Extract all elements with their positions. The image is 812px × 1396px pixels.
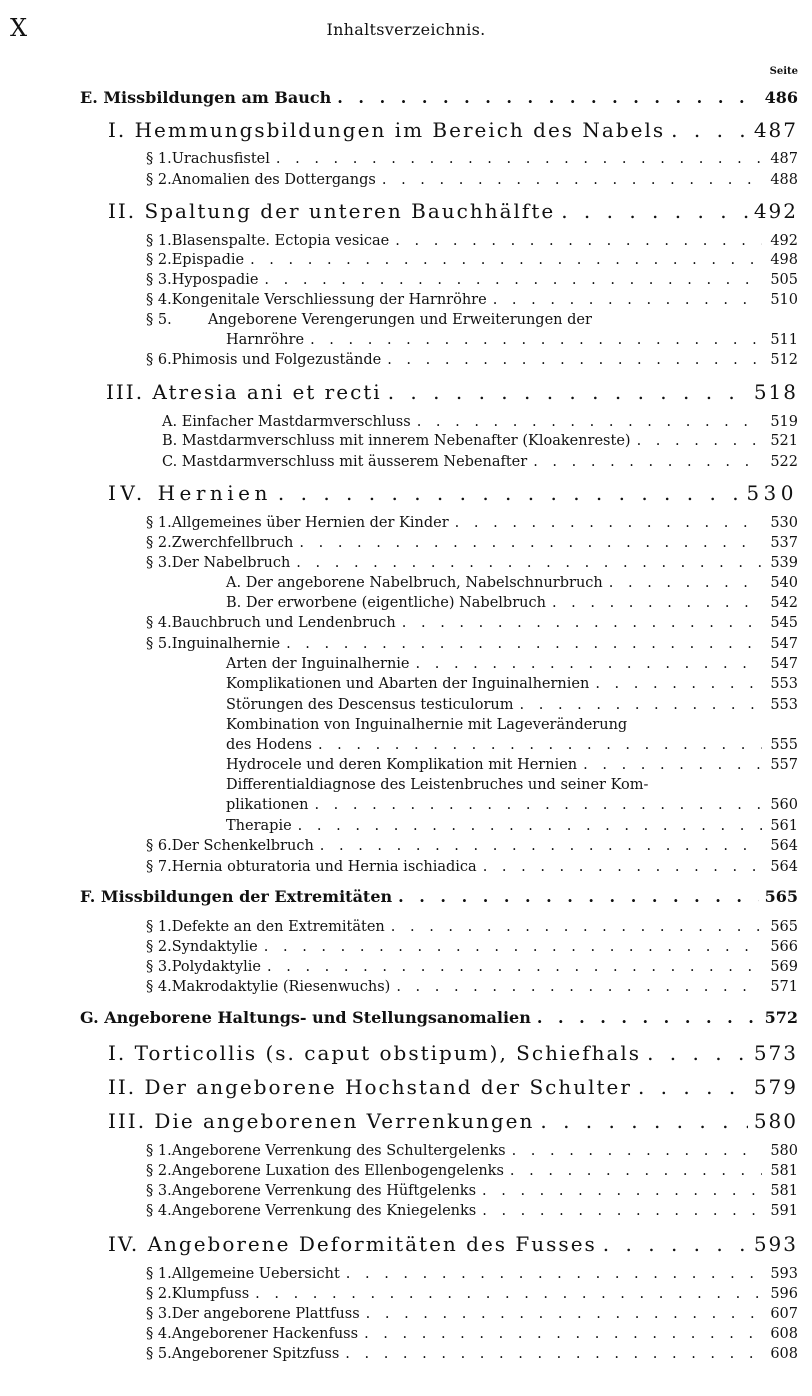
entry-title: G. Angeborene Haltungs- und Stellungsanomalien: [80, 1008, 531, 1027]
page-ref: 560: [770, 797, 798, 813]
page-ref: 553: [770, 697, 798, 713]
dot-leader: [417, 414, 762, 430]
page-ref: 512: [770, 352, 798, 368]
dot-leader: [603, 1232, 748, 1256]
dot-leader: [314, 797, 762, 813]
entry-title: Klumpfuss: [171, 1286, 250, 1302]
entry-title: Urachusfistel: [171, 151, 270, 167]
entry-title: Differentialdiagnose des Leistenbruches und seiner Kom-: [226, 777, 649, 793]
dot-leader: [310, 332, 762, 348]
page-ref: 608: [770, 1346, 798, 1362]
entry-title: Allgemeine Uebersicht: [171, 1266, 340, 1282]
toc-entry: [108, 1109, 798, 1133]
page-ref: 596: [770, 1286, 798, 1302]
paragraph-number: § 1.: [146, 1143, 172, 1159]
toc-entry: [146, 1286, 798, 1302]
toc-entry: [226, 777, 798, 793]
entry-title: A. Der angeborene Nabelbruch, Nabelschnurbruch: [226, 575, 603, 591]
dot-leader: [533, 454, 762, 470]
page-ref: 492: [770, 233, 798, 249]
dot-leader: [286, 636, 762, 652]
page-ref: 530: [770, 515, 798, 531]
page-ref: 522: [770, 454, 798, 470]
paragraph-number: § 5.: [146, 312, 172, 328]
page-ref: 572: [764, 1008, 798, 1027]
running-title: Inhaltsverzeichnis.: [326, 20, 486, 39]
dot-leader: [255, 1286, 762, 1302]
page-ref: 580: [753, 1109, 798, 1133]
toc-entry: [146, 959, 798, 975]
page-ref: 492: [753, 199, 798, 223]
toc-entry: [108, 1232, 798, 1256]
paragraph-number: § 4.: [146, 615, 172, 631]
toc-entry: [80, 88, 798, 107]
page-ref: 580: [770, 1143, 798, 1159]
dot-leader: [366, 1306, 762, 1322]
entry-title: Angeborene Luxation des Ellenbogengelenks: [171, 1163, 504, 1179]
dot-leader: [537, 1008, 759, 1027]
paragraph-number: § 4.: [146, 292, 172, 308]
page-ref: 545: [770, 615, 798, 631]
paragraph-number: § 6.: [146, 838, 172, 854]
dot-leader: [276, 151, 762, 167]
toc-entry: [146, 1346, 798, 1362]
entry-title: Der Nabelbruch: [171, 555, 291, 571]
toc-entry: [108, 1075, 798, 1099]
page-ref: 579: [753, 1075, 798, 1099]
entry-title: Arten der Inguinalhernie: [226, 656, 410, 672]
entry-title: Syndaktylie: [171, 939, 258, 955]
page-ref: 564: [770, 838, 798, 854]
page-ref: 547: [770, 636, 798, 652]
paragraph-number: § 7.: [146, 859, 172, 875]
entry-title: III. Die angeborenen Verrenkungen: [108, 1109, 535, 1133]
toc-entry: [226, 697, 798, 713]
entry-title: A. Einfacher Mastdarmverschluss: [162, 414, 411, 430]
dot-leader: [512, 1143, 762, 1159]
paragraph-number: § 2.: [146, 1286, 172, 1302]
toc-entry: [146, 515, 798, 531]
entry-title: Angeborener Spitzfuss: [171, 1346, 340, 1362]
page-ref: 573: [753, 1041, 798, 1065]
page-ref: 518: [753, 380, 798, 404]
toc-entry: [108, 1041, 798, 1065]
page-ref: 487: [753, 118, 798, 142]
paragraph-number: § 2.: [146, 939, 172, 955]
toc-entry: [146, 1163, 798, 1179]
toc-entry: [226, 595, 798, 611]
dot-leader: [267, 959, 762, 975]
toc-entry-continuation: [226, 797, 798, 813]
toc-entry: [80, 1008, 798, 1027]
dot-leader: [482, 1203, 762, 1219]
entry-title: Angeborener Hackenfuss: [171, 1326, 359, 1342]
toc-entry: [146, 233, 798, 249]
entry-title: Störungen des Descensus testiculorum: [226, 697, 514, 713]
dot-leader: [482, 1183, 762, 1199]
page-ref: 581: [770, 1163, 798, 1179]
entry-title: I. Hemmungsbildungen im Bereich des Nabels: [108, 118, 666, 142]
paragraph-number: § 3.: [146, 1306, 172, 1322]
toc-entry: [146, 535, 798, 551]
dot-leader: [540, 1109, 747, 1133]
entry-title: Hypospadie: [171, 272, 259, 288]
page-ref: 547: [770, 656, 798, 672]
dot-leader: [387, 352, 762, 368]
dot-leader: [595, 676, 762, 692]
toc-entry: [146, 919, 798, 935]
paragraph-number: § 3.: [146, 555, 172, 571]
toc-entry: [108, 199, 798, 223]
dot-leader: [671, 118, 748, 142]
toc-entry: [146, 352, 798, 368]
entry-title: Der Schenkelbruch: [171, 838, 314, 854]
page-ref: 498: [770, 252, 798, 268]
page-ref: 561: [770, 818, 798, 834]
entry-title: Kombination von Inguinalhernie mit Lageveränderung: [226, 717, 628, 733]
entry-title: Epispadie: [171, 252, 245, 268]
dot-leader: [388, 380, 748, 404]
toc-entry: [146, 555, 798, 571]
dot-leader: [609, 575, 762, 591]
dot-leader: [395, 233, 762, 249]
toc-entry: [146, 172, 798, 188]
page-ref: 607: [770, 1306, 798, 1322]
page-number: X: [10, 14, 28, 42]
page-ref: 564: [770, 859, 798, 875]
paragraph-number: § 1.: [146, 919, 172, 935]
paragraph-number: § 2.: [146, 172, 172, 188]
entry-title: IV. Angeborene Deformitäten des Fusses: [108, 1232, 597, 1256]
page-ref: 569: [770, 959, 798, 975]
toc-entry: [146, 859, 798, 875]
dot-leader: [398, 887, 758, 906]
page-ref: 566: [770, 939, 798, 955]
entry-title: Hernia obturatoria und Hernia ischiadica: [171, 859, 477, 875]
entry-title: Allgemeines über Hernien der Kinder: [171, 515, 449, 531]
paragraph-number: § 6.: [146, 352, 172, 368]
toc-entry: [146, 1203, 798, 1219]
toc-entry: [146, 1183, 798, 1199]
dot-leader: [583, 757, 762, 773]
dot-leader: [296, 555, 762, 571]
page-ref: 505: [770, 272, 798, 288]
dot-leader: [493, 292, 762, 308]
toc-entry: [80, 887, 798, 906]
paragraph-number: § 1.: [146, 233, 172, 249]
seite-label: Seite: [769, 66, 798, 77]
toc-entry: [146, 312, 798, 328]
toc-entry: [146, 636, 798, 652]
entry-title-continued: des Hodens: [226, 737, 312, 753]
dot-leader: [552, 595, 762, 611]
entry-title: Blasenspalte. Ectopia vesicae: [171, 233, 390, 249]
toc-entry: [226, 575, 798, 591]
dot-leader: [396, 979, 762, 995]
dot-leader: [346, 1266, 762, 1282]
entry-title: II. Spaltung der unteren Bauchhälfte: [108, 199, 556, 223]
page-ref: 555: [770, 737, 798, 753]
page-ref: 542: [770, 595, 798, 611]
page-ref: 565: [764, 887, 798, 906]
page-ref: 521: [770, 433, 798, 449]
entry-title: II. Der angeborene Hochstand der Schulter: [108, 1075, 632, 1099]
page-ref: 537: [770, 535, 798, 551]
dot-leader: [298, 818, 762, 834]
toc-entry: [108, 481, 798, 505]
dot-leader: [264, 939, 762, 955]
entry-title: III. Atresia ani et recti: [106, 380, 382, 404]
paragraph-number: § 4.: [146, 1203, 172, 1219]
toc-entry: [146, 272, 798, 288]
entry-title: Angeborene Verrenkung des Schultergelenks: [171, 1143, 506, 1159]
page-ref: 488: [770, 172, 798, 188]
dot-leader: [483, 859, 762, 875]
paragraph-number: § 2.: [146, 252, 172, 268]
entry-title: I. Torticollis (s. caput obstipum), Schiefhals: [108, 1041, 642, 1065]
dot-leader: [638, 1075, 748, 1099]
dot-leader: [402, 615, 762, 631]
toc-entry: [146, 979, 798, 995]
dot-leader: [510, 1163, 762, 1179]
entry-title-continued: Harnröhre: [226, 332, 305, 348]
dot-leader: [264, 272, 762, 288]
entry-title: Zwerchfellbruch: [171, 535, 294, 551]
toc-entry: [108, 118, 798, 142]
toc-entry: [162, 433, 798, 449]
paragraph-number: § 2.: [146, 535, 172, 551]
entry-title: IV. Hernien: [108, 481, 272, 505]
page-ref: 511: [770, 332, 798, 348]
entry-title: Kongenitale Verschliessung der Harnröhre: [171, 292, 487, 308]
toc-entry-continuation: [226, 332, 798, 348]
entry-title: Therapie: [226, 818, 292, 834]
page-ref: 608: [770, 1326, 798, 1342]
entry-title: Angeborene Verrenkung des Hüftgelenks: [171, 1183, 477, 1199]
page-ref: 530: [746, 481, 798, 505]
page-ref: 540: [770, 575, 798, 591]
dot-leader: [520, 697, 762, 713]
entry-title: Angeborene Verengerungen und Erweiterungen der: [208, 312, 592, 328]
paragraph-number: § 1.: [146, 151, 172, 167]
toc-entry: [226, 757, 798, 773]
entry-title: Phimosis und Folgezustände: [171, 352, 382, 368]
toc-entry: [146, 151, 798, 167]
page-ref: 581: [770, 1183, 798, 1199]
entry-title: Defekte an den Extremitäten: [171, 919, 385, 935]
entry-title: Angeborene Verrenkung des Kniegelenks: [171, 1203, 477, 1219]
toc-entry: [226, 717, 798, 733]
page-ref: 557: [770, 757, 798, 773]
entry-title-continued: plikationen: [226, 797, 309, 813]
entry-title: Hydrocele und deren Komplikation mit Hernien: [226, 757, 578, 773]
page-ref: 565: [770, 919, 798, 935]
toc-entry: [146, 1266, 798, 1282]
toc-entry: [226, 818, 798, 834]
page-ref: 553: [770, 676, 798, 692]
paragraph-number: § 2.: [146, 1163, 172, 1179]
page-ref: 571: [770, 979, 798, 995]
dot-leader: [561, 199, 748, 223]
dot-leader: [391, 919, 762, 935]
toc-entry: [146, 1143, 798, 1159]
toc-entry: [146, 615, 798, 631]
entry-title: B. Der erworbene (eigentliche) Nabelbruch: [226, 595, 546, 611]
dot-leader: [364, 1326, 762, 1342]
entry-title: Anomalien des Dottergangs: [171, 172, 376, 188]
toc-entry: [146, 939, 798, 955]
entry-title: C. Mastdarmverschluss mit äusserem Nebenafter: [162, 454, 528, 470]
toc-entry: [226, 656, 798, 672]
dot-leader: [345, 1346, 762, 1362]
paragraph-number: § 5.: [146, 1346, 172, 1362]
dot-leader: [278, 481, 740, 505]
entry-title: Inguinalhernie: [171, 636, 281, 652]
toc-entry-continuation: [226, 737, 798, 753]
paragraph-number: § 5.: [146, 636, 172, 652]
dot-leader: [647, 1041, 748, 1065]
entry-title: Makrodaktylie (Riesenwuchs): [171, 979, 391, 995]
toc-entry: [146, 292, 798, 308]
dot-leader: [416, 656, 762, 672]
page-ref: 539: [770, 555, 798, 571]
toc-entry: [162, 454, 798, 470]
dot-leader: [337, 88, 758, 107]
toc-entry: [146, 1326, 798, 1342]
toc-entry: [146, 1306, 798, 1322]
toc-entry: [146, 838, 798, 854]
paragraph-number: § 3.: [146, 272, 172, 288]
entry-title: E. Missbildungen am Bauch: [80, 88, 332, 107]
dot-leader: [382, 172, 762, 188]
page-ref: 591: [770, 1203, 798, 1219]
entry-title: B. Mastdarmverschluss mit innerem Nebenafter (Kloakenreste): [162, 433, 631, 449]
entry-title: Komplikationen und Abarten der Inguinalhernien: [226, 676, 590, 692]
page-ref: 593: [753, 1232, 798, 1256]
dot-leader: [455, 515, 762, 531]
dot-leader: [320, 838, 762, 854]
toc-entry: [106, 380, 798, 404]
toc-entry: [146, 252, 798, 268]
paragraph-number: § 3.: [146, 959, 172, 975]
dot-leader: [637, 433, 762, 449]
entry-title: Polydaktylie: [171, 959, 262, 975]
entry-title: Der angeborene Plattfuss: [171, 1306, 360, 1322]
paragraph-number: § 4.: [146, 1326, 172, 1342]
page-ref: 487: [770, 151, 798, 167]
dot-leader: [250, 252, 762, 268]
page-ref: 593: [770, 1266, 798, 1282]
dot-leader: [318, 737, 762, 753]
paragraph-number: § 3.: [146, 1183, 172, 1199]
entry-title: F. Missbildungen der Extremitäten: [80, 887, 393, 906]
paragraph-number: § 4.: [146, 979, 172, 995]
toc-entry: [162, 414, 798, 430]
dot-leader: [299, 535, 762, 551]
page-ref: 510: [770, 292, 798, 308]
paragraph-number: § 1.: [146, 1266, 172, 1282]
paragraph-number: § 1.: [146, 515, 172, 531]
toc-entry: [226, 676, 798, 692]
page-ref: 519: [770, 414, 798, 430]
page-ref: 486: [764, 88, 798, 107]
entry-title: Bauchbruch und Lendenbruch: [171, 615, 396, 631]
